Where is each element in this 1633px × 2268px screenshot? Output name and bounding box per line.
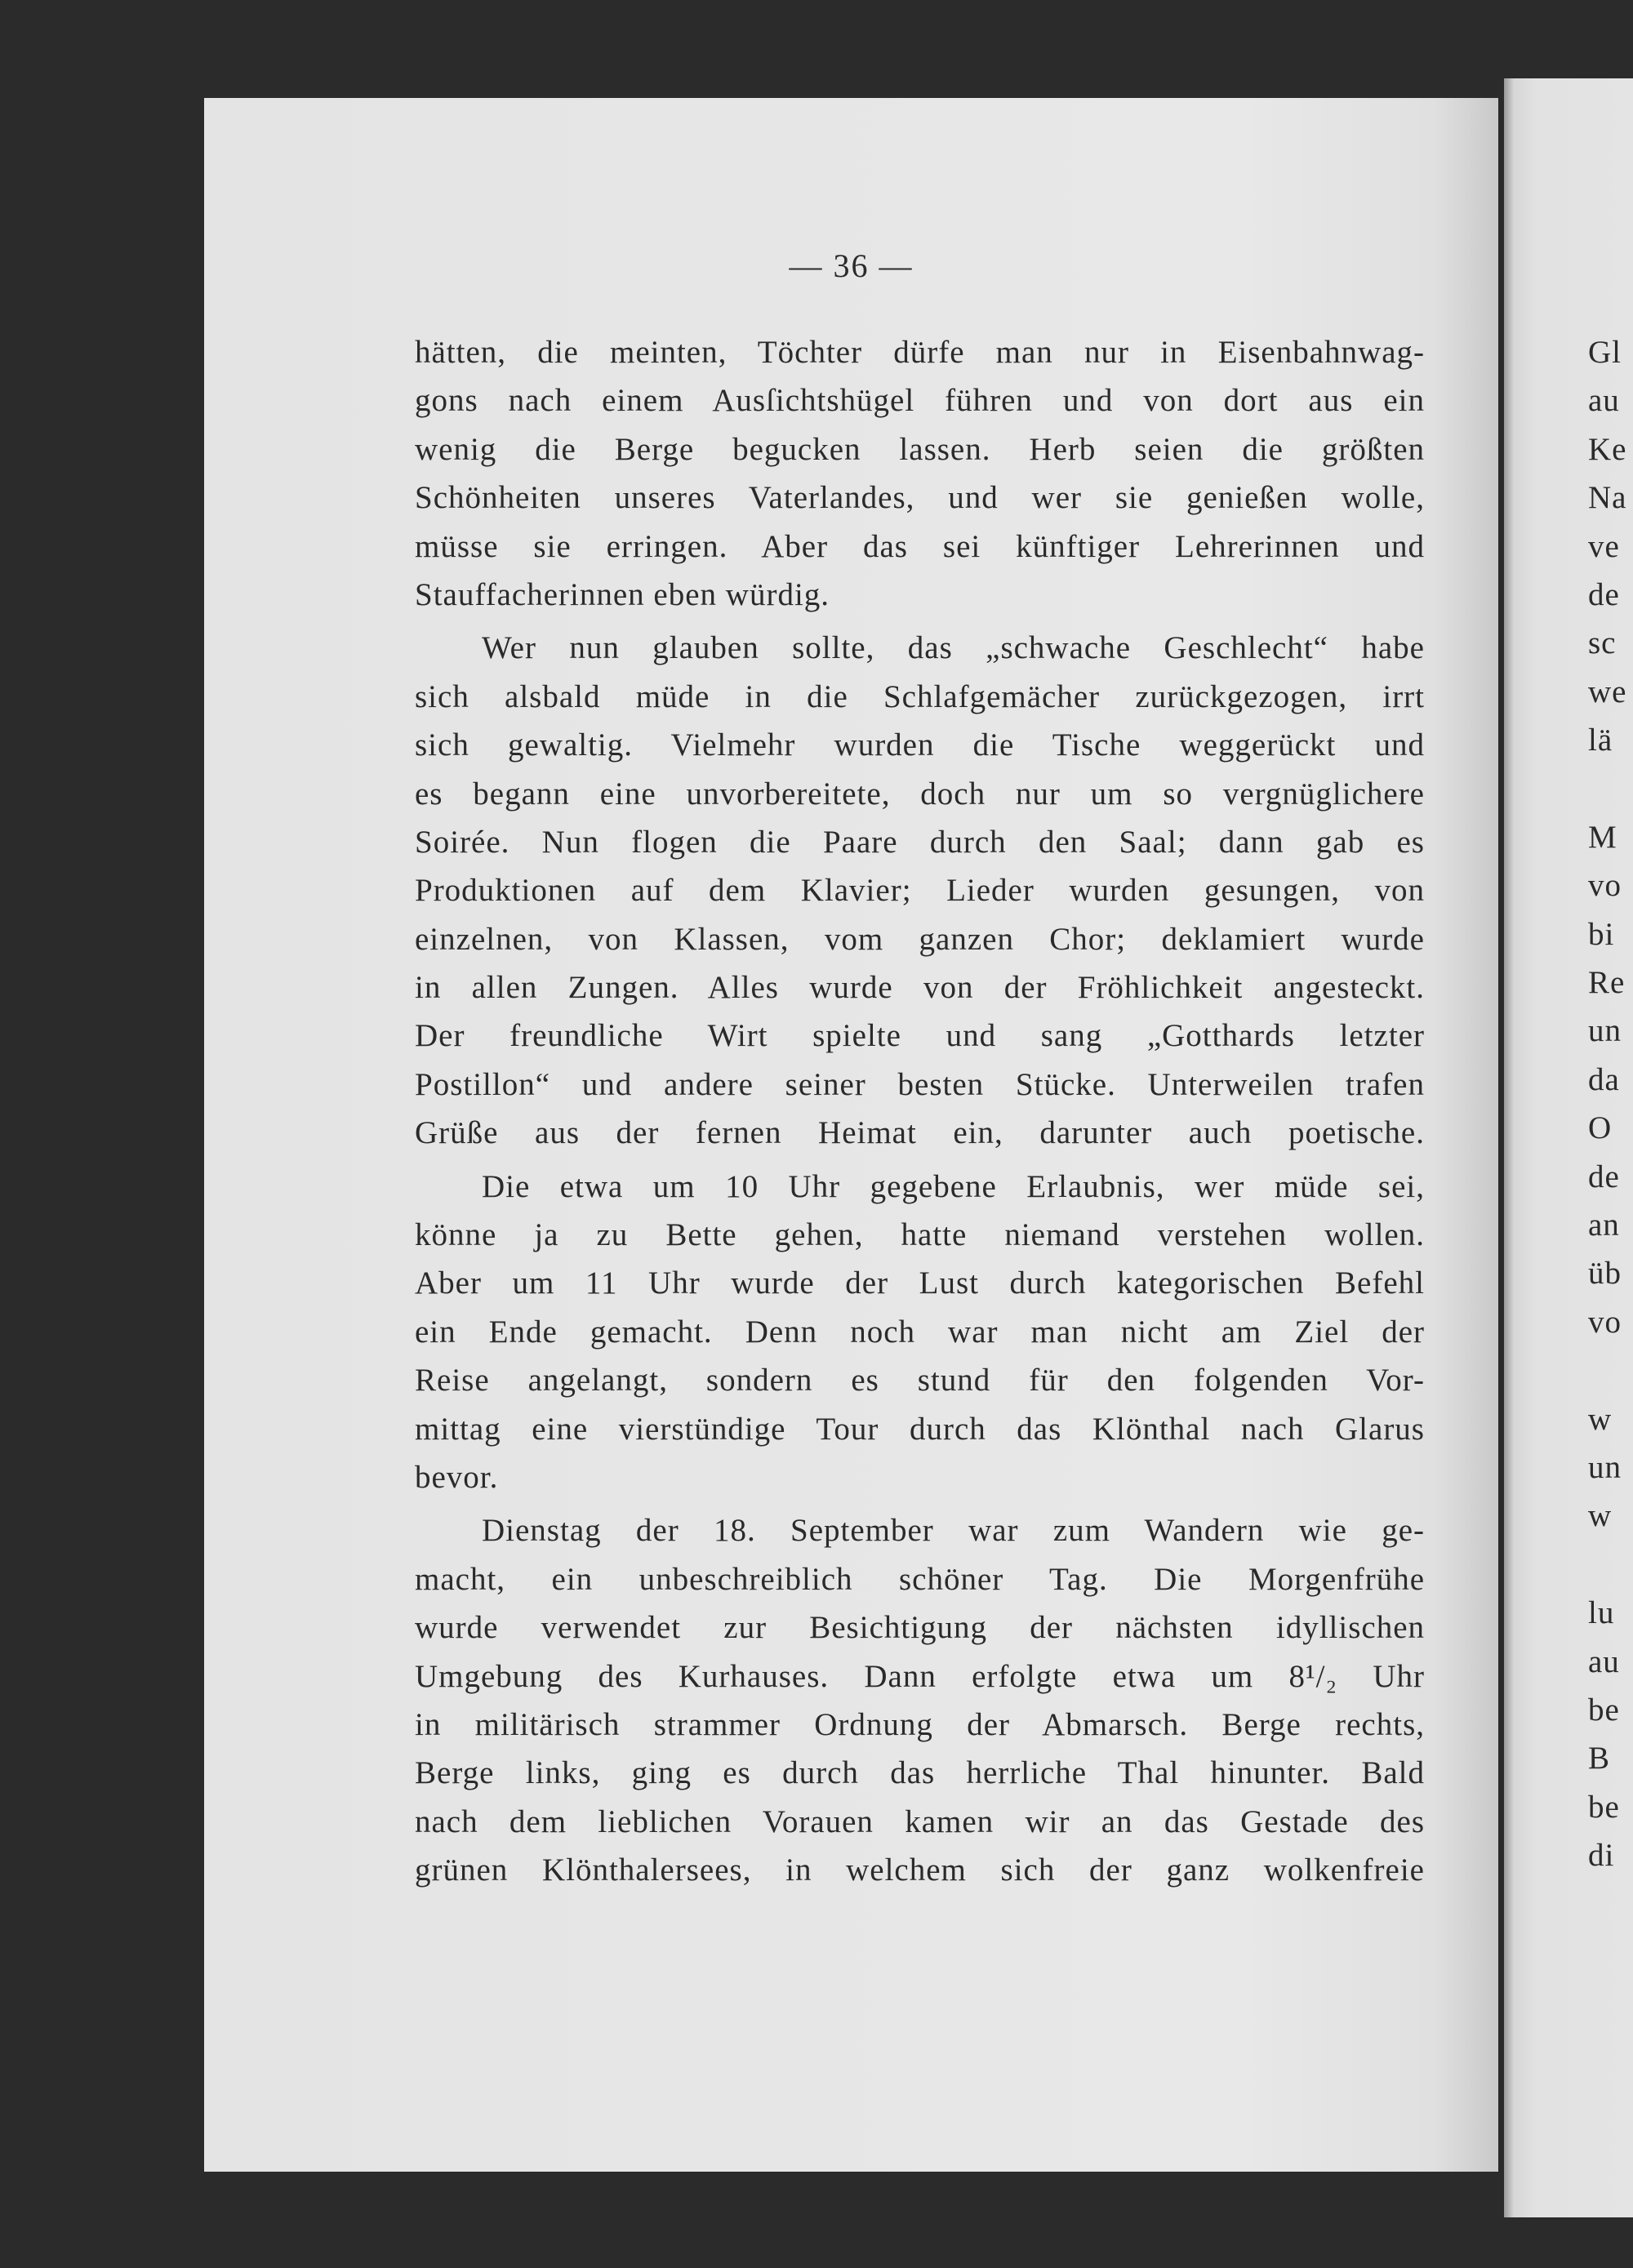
text-line: hätten, die meinten, Töchter dürfe man nur in Eisenbahnwag- (415, 335, 1425, 370)
text-line: Aber um 11 Uhr wurde der Lust durch kategorischen Befehl (415, 1265, 1425, 1301)
text-line: grünen Klönthalersees, in welchem sich der ganz wolkenfreie (415, 1852, 1425, 1888)
text-line-fragment: Re (1588, 965, 1626, 1001)
text-line: gons nach einem Ausſichtshügel führen und von dort aus ein (415, 383, 1425, 419)
paragraph (415, 1506, 1425, 1894)
text-line: einzelnen, von Klassen, vom ganzen Chor; deklamiert wurde (415, 921, 1425, 957)
text-line: wurde verwendet zur Besichtigung der nächsten idyllischen (415, 1610, 1425, 1646)
text-line-fragment: M (1588, 819, 1617, 855)
text-line: ein Ende gemacht. Denn noch war man nicht am Ziel der (415, 1314, 1425, 1350)
text-line: in allen Zungen. Alles wurde von der Fröhlichkeit angesteckt. (415, 970, 1425, 1006)
text-line: Berge links, ging es durch das herrliche Thal hinunter. Bald (415, 1755, 1425, 1791)
text-line-fragment: Ke (1588, 431, 1627, 467)
text-line-fragment: au (1588, 1643, 1620, 1679)
text-line-fragment: di (1588, 1838, 1615, 1874)
text-line-fragment: vo (1588, 868, 1622, 904)
text-line: Wer nun glauben sollte, das „schwache Geschlecht“ habe (482, 630, 1425, 666)
text-line-fragment: ve (1588, 528, 1620, 564)
paragraph (415, 328, 1425, 619)
paragraph (415, 1163, 1425, 1502)
left-book-page (204, 98, 1498, 2172)
text-line-fragment (1588, 765, 1626, 813)
text-line-fragment: we (1588, 674, 1627, 709)
text-line: bevor. (415, 1459, 499, 1495)
text-line-fragment: be (1588, 1789, 1620, 1825)
text-line-fragment: B (1588, 1741, 1611, 1777)
text-line: sich alsbald müde in die Schlafgemächer zurückgezogen, irrt (415, 678, 1425, 714)
right-page-cut-text (1588, 328, 1626, 1880)
text-line-fragment: un (1588, 1013, 1622, 1049)
text-line: Die etwa um 10 Uhr gegebene Erlaubnis, wer müde sei, (482, 1168, 1425, 1204)
text-line-fragment: Gl (1588, 335, 1622, 370)
text-line-fragment: O (1588, 1110, 1613, 1146)
text-line: Umgebung des Kurhauses. Dann erfolgte etwa um 8¹/₂ Uhr (415, 1658, 1425, 1694)
text-line: Reise angelangt, sondern es stund für den folgenden Vor- (415, 1363, 1425, 1399)
text-line: Soirée. Nun flogen die Paare durch den Saal; dann gab es (415, 824, 1425, 860)
text-line: nach dem lieblichen Vorauen kamen wir an das Gestade des (415, 1803, 1425, 1839)
text-line-fragment: Na (1588, 480, 1627, 516)
text-line-fragment: sc (1588, 625, 1617, 661)
paragraph (415, 624, 1425, 1157)
text-line-fragment: be (1588, 1692, 1620, 1728)
text-line-fragment: au (1588, 383, 1620, 419)
text-line: in militärisch strammer Ordnung der Abmarsch. Berge rechts, (415, 1706, 1425, 1742)
text-line: müsse sie erringen. Aber das sei künftiger Lehrerinnen und (415, 528, 1425, 564)
page-number: — 36 — (789, 247, 914, 284)
text-line-fragment: w (1588, 1401, 1613, 1437)
text-line-fragment: lu (1588, 1595, 1615, 1631)
text-line-fragment: vo (1588, 1304, 1622, 1340)
text-line-fragment: an (1588, 1207, 1620, 1243)
text-line-fragment (1588, 1541, 1626, 1589)
text-line: Produktionen auf dem Klavier; Lieder wurden gesungen, von (415, 873, 1425, 909)
text-line: sich gewaltig. Vielmehr wurden die Tische weggerückt und (415, 727, 1425, 763)
text-line-fragment: de (1588, 576, 1620, 612)
right-book-page-edge (1504, 78, 1633, 2217)
text-line-fragment (1588, 1346, 1626, 1394)
text-line-fragment: w (1588, 1498, 1613, 1534)
text-line: Postillon“ und andere seiner besten Stücke. Unterweilen trafen (415, 1066, 1425, 1102)
body-text (415, 328, 1425, 1900)
text-line-fragment: de (1588, 1158, 1620, 1194)
text-line-fragment: üb (1588, 1256, 1622, 1292)
text-line: mittag eine vierstündige Tour durch das Klönthal nach Glarus (415, 1411, 1425, 1447)
text-line: Der freundliche Wirt spielte und sang „Gotthards letzter (415, 1018, 1425, 1054)
text-line: wenig die Berge begucken lassen. Herb seien die größten (415, 431, 1425, 467)
text-line: es begann eine unvorbereitete, doch nur um so vergnüglichere (415, 776, 1425, 812)
text-line: Dienstag der 18. September war zum Wandern wie ge- (482, 1513, 1425, 1549)
text-line-fragment: da (1588, 1061, 1620, 1097)
text-line: Schönheiten unseres Vaterlandes, und wer sie genießen wolle, (415, 480, 1425, 516)
text-line: macht, ein unbeschreiblich schöner Tag. Die Morgenfrühe (415, 1561, 1425, 1597)
text-line: Grüße aus der fernen Heimat ein, darunter auch poetische. (415, 1115, 1425, 1151)
text-line-fragment: lä (1588, 723, 1613, 758)
text-line-fragment: bi (1588, 916, 1615, 952)
text-line: könne ja zu Bette gehen, hatte niemand verstehen wollen. (415, 1217, 1425, 1253)
text-line: Stauffacherinnen eben würdig. (415, 576, 830, 612)
text-line-fragment: un (1588, 1449, 1622, 1485)
